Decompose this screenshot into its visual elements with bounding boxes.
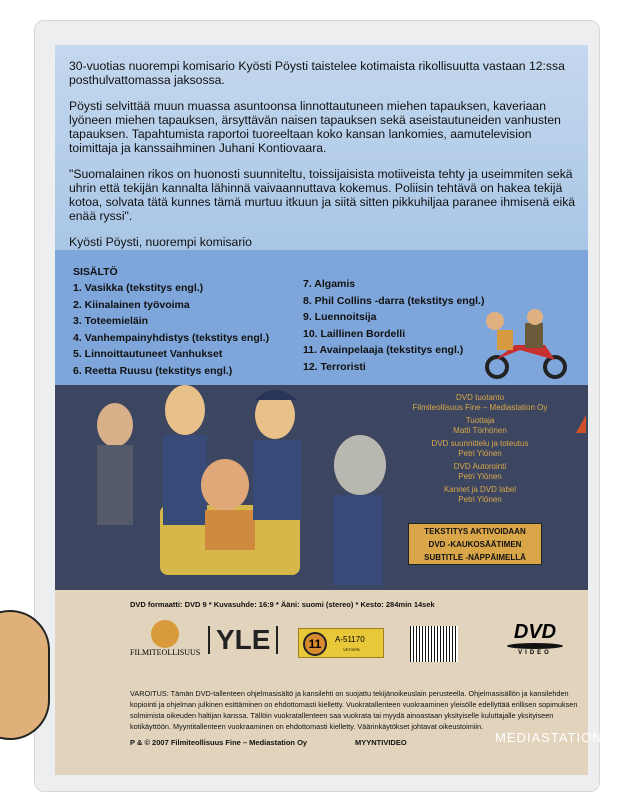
notice-line: DVD -KAUKOSÄÄTIMEN — [428, 540, 522, 549]
rating-code: A-51170 — [335, 635, 365, 644]
credit-name: Petri Ylönen — [458, 448, 502, 458]
dvd-back-cover — [55, 45, 603, 775]
quote-attribution: Kyösti Pöysti, nuorempi komisario — [69, 235, 252, 249]
episode-item: 3. Toteemieläin — [73, 315, 149, 327]
credit-role: Kannet ja DVD label — [443, 485, 517, 494]
moped-cartoon-illustration — [475, 305, 575, 380]
episode-item: 8. Phil Collins -darra (tekstitys engl.) — [303, 294, 485, 307]
dvd-video-logo: DVD VIDEO — [505, 622, 565, 656]
episode-item: 4. Vanhempainyhdistys (tekstitys engl.) — [73, 331, 270, 344]
copyright-warning: VAROITUS: Tämän DVD-tallenteen ohjelmasisältö ja kansilehti on suojattu tekijänoikeuslain perusteella. Ohjelmasisällön ja kansilehden kopiointi ja ohjelman julkinen esittäminen on ehdottomasti kielletty. Vuokratallenteen vuokraaminen yleisölle edellyttää erillisen sopimuksen solmimista oikeuden haltijan kanssa. Tällöin vuokratallenteen saa vuokrata tai myydä ainoastaan yksityiselle kuluttajalle yksityiseen kotikäyttöön. Myyntitallenteen vuokraaminen on ehdottomasti kielletty. Väärinkäytökset johtavat oikeustoimiin. — [130, 689, 578, 731]
contents-title: SISÄLTÖ — [73, 266, 118, 278]
episode-item: 9. Luennoitsija — [303, 311, 377, 323]
notice-line: TEKSTITYS AKTIVOIDAAN — [424, 527, 526, 536]
credit-role: Tuottaja — [465, 416, 495, 425]
credit-name: Matti Törhönen — [453, 425, 507, 435]
info-section — [55, 590, 603, 775]
rating-sub: VET/SFB — [343, 647, 360, 652]
credit-name: Petri Ylönen — [458, 471, 502, 481]
episode-item: 7. Algamis — [303, 278, 356, 290]
episode-item: 12. Terroristi — [303, 360, 366, 373]
credits-list — [395, 393, 565, 508]
cartoon-character-edge — [0, 610, 50, 740]
sale-type: MYYNTIVIDEO — [355, 738, 407, 747]
description-section — [55, 45, 588, 250]
star-decoration-icon — [576, 415, 586, 433]
credit-name: Petri Ylönen — [458, 494, 502, 504]
credit-role: DVD Autorointi — [453, 462, 507, 471]
credit-role: DVD tuotanto — [455, 393, 505, 402]
credit-role: DVD suunnittelu ja toteutus — [431, 439, 529, 448]
yle-logo: YLE — [208, 626, 278, 654]
dvd-specs: DVD formaatti: DVD 9 * Kuvasuhde: 16:9 * Ääni: suomi (stereo) * Kesto: 284min 14sek — [130, 600, 435, 609]
episode-item: 10. Laillinen Bordelli — [303, 327, 406, 340]
episode-item: 5. Linnoittautuneet Vanhukset — [73, 348, 223, 360]
episode-item: 1. Vasikka (tekstitys engl.) — [73, 282, 204, 294]
mediastation-logo: MEDIASTATION — [495, 730, 603, 745]
police-cartoon-illustration — [75, 385, 375, 585]
age-rating-label — [298, 628, 384, 658]
description-paragraph: 30-vuotias nuorempi komisario Kyösti Pöysti taistelee kotimaista rikollisuutta vastaan 12:ssa posthulvattomassa jaksossa. — [69, 59, 565, 87]
logo-row — [130, 620, 580, 670]
contents-section — [55, 250, 588, 385]
barcode — [410, 626, 458, 662]
subtitle-notice — [408, 523, 542, 565]
credit-name: Filmiteollisuus Fine – Mediastation Oy — [412, 402, 548, 412]
episode-item: 11. Avainpelaaja (tekstitys engl.) — [303, 344, 464, 356]
quote: "Suomalainen rikos on huonosti suunniteltu, toissijaisista motiiveista tehty ja useimmiten sekä uhrin että tekijän kannalta lähinnä vaivaannuttava kokemus. Poliisin tehtävä on hakea tekijä kotoa, solvata tätä kunnes tämä murtuu itkuun ja siitä sitten pikkuhiljaa paranee ihmisenä eikä enää ryssi". — [69, 167, 576, 223]
episode-list-left — [73, 280, 269, 379]
copyright-line: P & © 2007 Filmiteollisuus Fine – Mediastation Oy — [130, 738, 308, 747]
episode-item: 6. Reetta Ruusu (tekstitys engl.) — [73, 364, 233, 377]
episode-list-right — [303, 276, 484, 375]
filmiteollisuus-logo: FILMITEOLLISUUS — [130, 620, 200, 657]
notice-line: SUBTITLE -NÄPPÄIMELLÄ — [424, 553, 526, 562]
age-rating-badge: 11 — [303, 632, 327, 656]
episode-item: 2. Kiinalainen työvoima — [73, 298, 190, 311]
description-paragraph: Pöysti selvittää muun muassa asuntoonsa linnottautuneen miehen tapauksen, kaveriaan lyöneen miehen tapauksen, ärsyttävän naisen tapauksen sekä aseistautuneiden vanhusten tapauksen. Tapahtumista raportoi tuoreeltaan koko kansan lankomies, aamutelevision toimittaja ja kanssaihminen Juhani Kontiovaara. — [69, 99, 561, 155]
credits-section — [55, 385, 588, 590]
